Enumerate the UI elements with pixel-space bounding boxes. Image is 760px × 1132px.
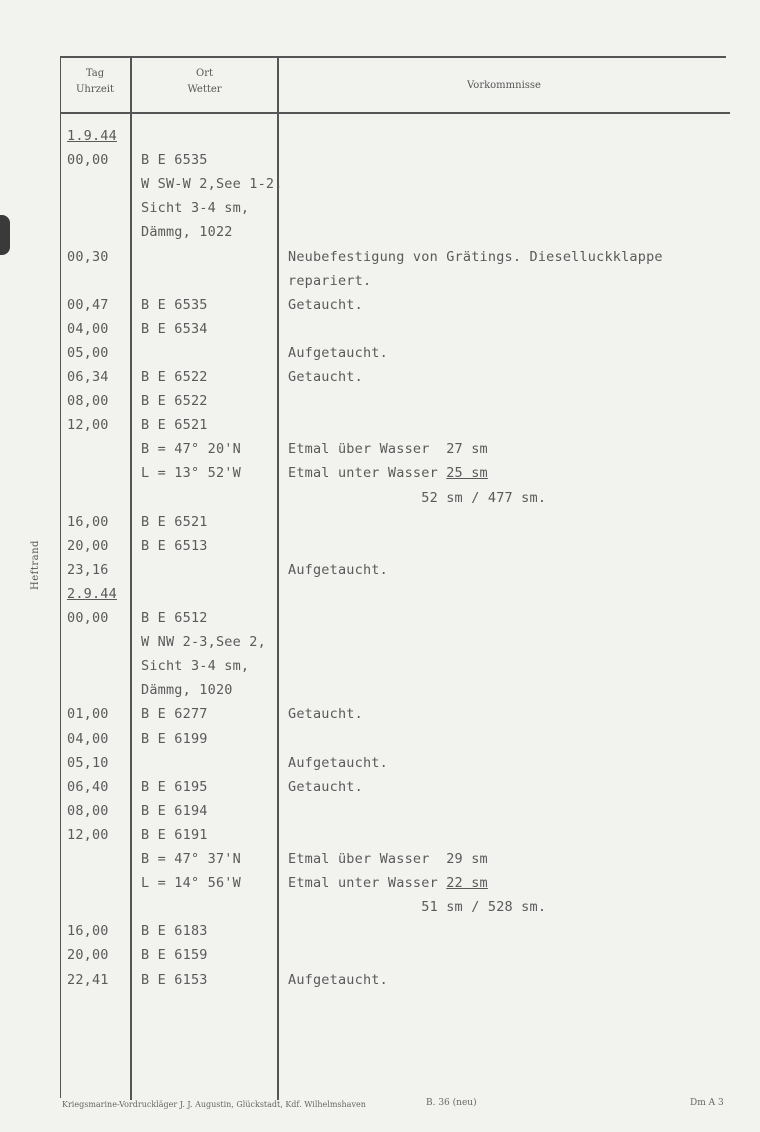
log-location: W NW 2-3,See 2, — [141, 634, 266, 651]
log-event — [288, 702, 363, 726]
log-location: Dämmg, 1022 — [141, 224, 233, 241]
header-time — [62, 66, 128, 98]
column-divider-1 — [130, 56, 132, 1100]
log-event-text: Getaucht. — [288, 706, 363, 723]
log-location: B E 6535 — [141, 152, 208, 169]
log-location: B = 47° 20'N — [141, 441, 241, 458]
header-location — [134, 66, 275, 98]
log-time: 12,00 — [67, 826, 109, 843]
log-event — [288, 293, 363, 317]
log-time: 16,00 — [67, 513, 109, 530]
footer-form-number: B. 36 (neu) — [426, 1098, 477, 1108]
log-event-text: repariert. — [288, 272, 372, 289]
header-bottom-border — [60, 112, 730, 114]
header-location-line2: Wetter — [187, 84, 222, 95]
log-location: B E 6535 — [141, 296, 208, 313]
log-time: 20,00 — [67, 947, 109, 964]
log-event-text: Getaucht. — [288, 369, 363, 385]
header-time-line1: Tag — [85, 68, 105, 79]
log-location: B E 6199 — [141, 730, 208, 747]
log-location: B E 6522 — [141, 369, 208, 385]
header-time-line2: Uhrzeit — [75, 84, 115, 95]
log-location: L = 13° 52'W — [141, 465, 241, 482]
log-location: B E 6521 — [141, 513, 208, 530]
log-location: B E 6512 — [141, 610, 208, 626]
log-time: 04,00 — [67, 730, 109, 747]
log-event — [288, 871, 488, 895]
log-event — [288, 558, 388, 582]
log-event-text: Aufgetaucht. — [288, 344, 388, 361]
log-location: B E 6194 — [141, 802, 208, 819]
log-event — [288, 461, 488, 485]
log-date: 2.9.44 — [67, 585, 117, 602]
log-event-text: Getaucht. — [288, 778, 363, 795]
log-event-text: Etmal unter Wasser — [288, 465, 447, 482]
log-location: B E 6159 — [141, 947, 208, 964]
log-time: 08,00 — [67, 802, 109, 819]
log-event-underlined-value: 22 sm — [446, 875, 488, 892]
log-event-text: Etmal unter Wasser — [288, 875, 447, 892]
log-time: 00,00 — [67, 152, 109, 169]
log-event-text: Aufgetaucht. — [288, 754, 388, 771]
log-time: 23,16 — [67, 561, 109, 578]
log-location: B E 6522 — [141, 393, 208, 410]
log-location: B E 6183 — [141, 923, 208, 940]
log-event-text: Neubefestigung von Grätings. Dieselluckklappe — [288, 248, 663, 265]
log-time: 16,00 — [67, 923, 109, 940]
log-location: B E 6191 — [141, 826, 208, 843]
log-location: B = 47° 37'N — [141, 851, 241, 867]
binding-hole-mark — [0, 215, 10, 255]
log-event — [288, 775, 363, 799]
log-location: Sicht 3-4 sm, — [141, 200, 250, 217]
margin-label: Heftrand — [30, 540, 41, 590]
log-time: 22,41 — [67, 971, 109, 988]
log-location: B E 6521 — [141, 417, 208, 434]
log-location: B E 6534 — [141, 320, 208, 337]
log-event — [288, 751, 388, 775]
log-time: 12,00 — [67, 417, 109, 434]
log-event-text: Getaucht. — [288, 296, 363, 313]
log-location: B E 6513 — [141, 537, 208, 554]
log-location: W SW-W 2,See 1-2, — [141, 176, 283, 193]
log-location: Dämmg, 1020 — [141, 682, 233, 699]
log-time: 05,00 — [67, 344, 109, 361]
log-event-underlined-value: 25 sm — [446, 465, 488, 482]
header-events: Vorkommnisse — [467, 80, 541, 91]
log-event-text: 52 sm / 477 sm. — [288, 489, 547, 506]
log-time: 04,00 — [67, 320, 109, 337]
log-event-text: Aufgetaucht. — [288, 971, 388, 988]
log-time: 00,00 — [67, 610, 109, 626]
log-event — [288, 486, 546, 510]
log-time: 05,10 — [67, 754, 109, 771]
log-event — [288, 895, 546, 919]
log-event-text: 51 sm / 528 sm. — [288, 899, 547, 916]
log-time: 00,30 — [67, 248, 109, 265]
log-location: B E 6195 — [141, 778, 208, 795]
log-event — [288, 269, 371, 293]
log-date: 1.9.44 — [67, 128, 117, 144]
log-time: 06,40 — [67, 778, 109, 795]
footer-printer: Kriegsmarine-Vordruckläger J. J. Augustin, Glückstadt, Kdf. Wilhelmshaven — [62, 1100, 366, 1109]
log-location: Sicht 3-4 sm, — [141, 658, 250, 675]
log-time: 06,34 — [67, 369, 109, 385]
log-location: B E 6277 — [141, 706, 208, 723]
log-event — [288, 341, 388, 365]
log-time: 00,47 — [67, 296, 109, 313]
log-event — [288, 437, 488, 461]
column-divider-left — [60, 56, 61, 1098]
log-event-text: Etmal über Wasser 27 sm — [288, 441, 488, 458]
log-event — [288, 968, 388, 992]
log-event — [288, 847, 488, 871]
column-divider-2 — [277, 56, 279, 1100]
log-event-text: Etmal über Wasser 29 sm — [288, 851, 488, 867]
log-event — [288, 365, 363, 389]
log-time: 01,00 — [67, 706, 109, 723]
log-event-text: Aufgetaucht. — [288, 561, 388, 578]
log-location: L = 14° 56'W — [141, 875, 241, 892]
table-top-border — [60, 56, 726, 58]
footer-code: Dm A 3 — [690, 1098, 724, 1108]
log-event — [288, 245, 663, 269]
log-time: 08,00 — [67, 393, 109, 410]
log-time: 20,00 — [67, 537, 109, 554]
header-location-line1: Ort — [196, 68, 213, 79]
log-location: B E 6153 — [141, 971, 208, 988]
